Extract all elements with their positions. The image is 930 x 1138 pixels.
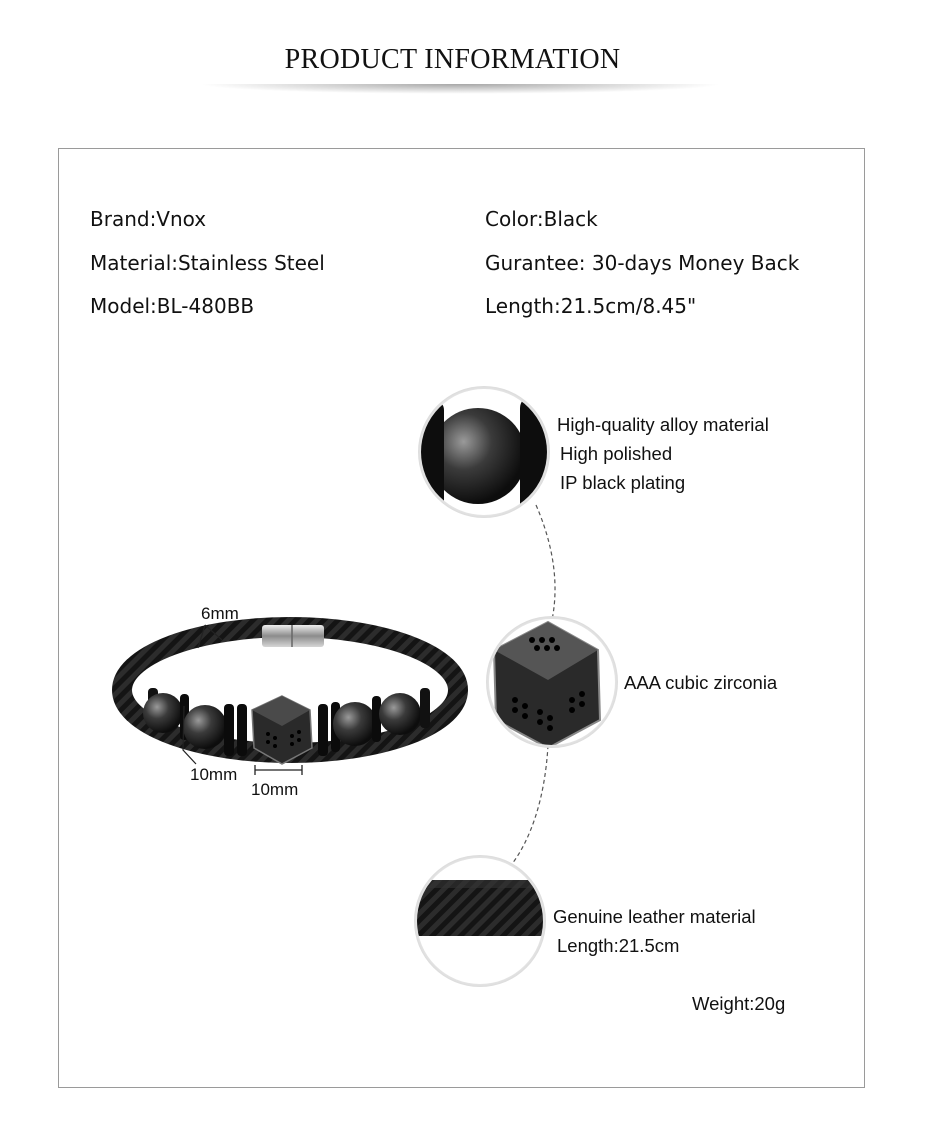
page-title: PRODUCT INFORMATION — [284, 44, 621, 75]
spec-color: Color:Black — [485, 207, 598, 231]
cord-dimension-label: 6mm — [201, 604, 239, 623]
detail-circle-bead — [418, 386, 550, 518]
callout-bead-line-1: High-quality alloy material — [557, 414, 769, 435]
callout-leather-line-2: Length:21.5cm — [557, 935, 680, 956]
detail-circle-zirconia — [486, 616, 618, 748]
weight-label: Weight:20g — [692, 993, 786, 1014]
bead-dimension-label: 10mm — [190, 765, 238, 784]
spec-length: Length:21.5cm/8.45" — [485, 294, 697, 318]
charm-dimension-label: 10mm — [251, 780, 299, 799]
spec-brand: Brand:Vnox — [90, 207, 207, 231]
spec-model: Model:BL-480BB — [90, 294, 255, 318]
magnetic-clasp — [262, 625, 324, 647]
spec-guarantee: Gurantee: 30-days Money Back — [485, 251, 800, 275]
callout-leather-line-1: Genuine leather material — [553, 906, 756, 927]
spec-material: Material:Stainless Steel — [90, 251, 325, 275]
detail-circle-leather — [414, 855, 546, 987]
bracelet-image — [122, 625, 458, 775]
callout-bead-line-3: IP black plating — [560, 472, 686, 493]
callout-zirconia: AAA cubic zirconia — [624, 672, 778, 693]
callout-bead-line-2: High polished — [560, 443, 673, 464]
charm-dimension-mark — [255, 765, 302, 775]
